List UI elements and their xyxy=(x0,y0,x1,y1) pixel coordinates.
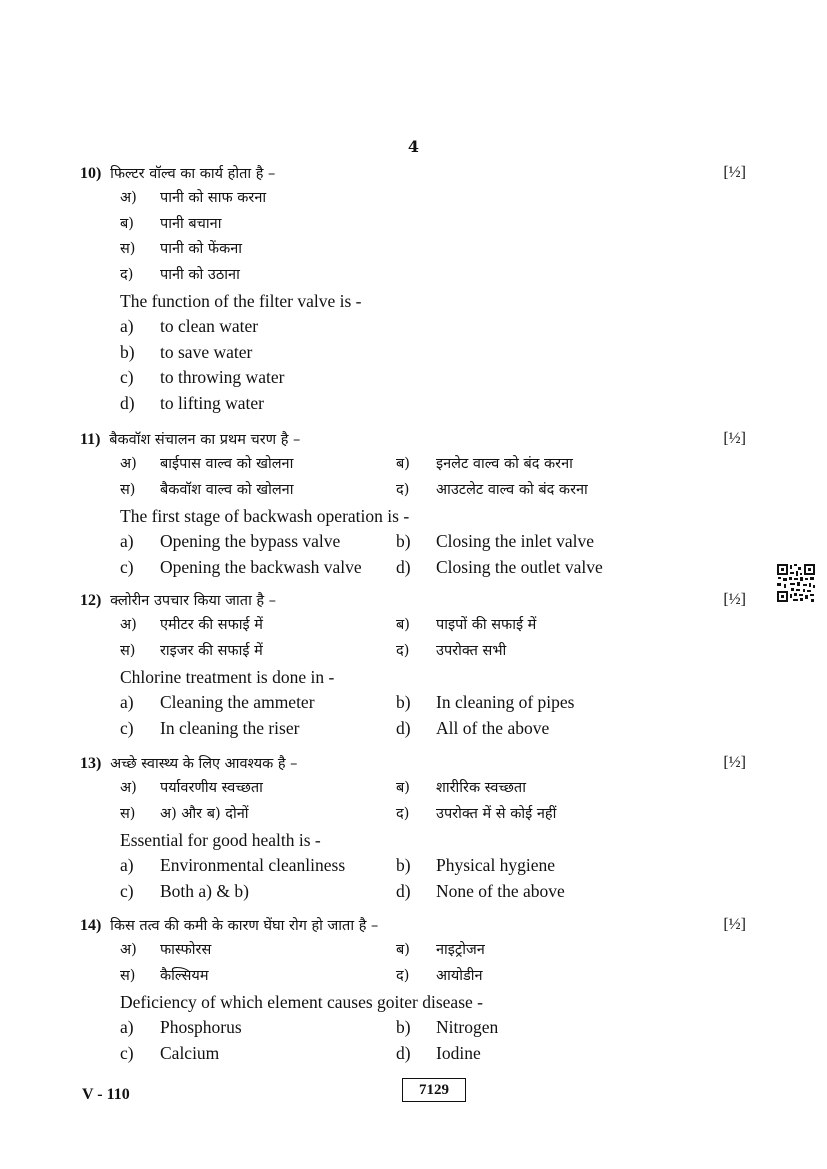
option-hindi-d: द) आयोडीन xyxy=(396,967,483,984)
question-stem-hindi: फिल्टर वॉल्व का कार्य होता है – xyxy=(110,166,276,182)
option-english-d: d) All of the above xyxy=(396,717,550,738)
option-hindi-c: स) बैकवॉश वाल्व को खोलना xyxy=(120,481,294,498)
question-number: 13) xyxy=(80,755,102,772)
question-stem-english: The function of the filter valve is - xyxy=(120,291,362,311)
question-number: 12) xyxy=(80,592,102,609)
question-stem-english: Deficiency of which element causes goiter disease - xyxy=(120,992,483,1012)
option-english-d: d) None of the above xyxy=(396,880,565,901)
question-stem-english: The first stage of backwash operation is - xyxy=(120,506,410,526)
option-english-b: b) Physical hygiene xyxy=(396,855,556,875)
option-hindi-b: ब) इनलेट वाल्व को बंद करना xyxy=(396,456,573,472)
question-number: 10) xyxy=(80,165,102,182)
question-12 xyxy=(80,587,760,741)
option-hindi-a: अ) एमीटर की सफाई में xyxy=(120,617,263,633)
question-stem-english: Essential for good health is - xyxy=(120,830,321,850)
question-stem-english: Chlorine treatment is done in - xyxy=(120,667,335,687)
option-english-d: d) to lifting water xyxy=(120,392,265,413)
paper-code: V - 110 xyxy=(82,1086,130,1103)
page-number: 4 xyxy=(407,137,420,156)
option-english-b: b) Nitrogen xyxy=(396,1017,499,1037)
option-hindi-b: ब) नाइट्रोजन xyxy=(396,942,485,958)
question-10 xyxy=(80,160,760,416)
option-hindi-c: स) पानी को फेंकना xyxy=(120,241,243,257)
question-stem-hindi: अच्छे स्वास्थ्य के लिए आवश्यक है – xyxy=(110,756,298,772)
marks-label: [½] xyxy=(723,164,746,181)
question-14 xyxy=(80,912,760,1066)
option-english-c: c) Calcium xyxy=(120,1042,220,1063)
option-english-c: c) to throwing water xyxy=(120,367,285,387)
question-stem-hindi: बैकवॉश संचालन का प्रथम चरण है – xyxy=(109,432,301,448)
option-english-b: b) to save water xyxy=(120,341,253,362)
option-hindi-d: द) आउटलेट वाल्व को बंद करना xyxy=(396,481,588,498)
qr-code-icon xyxy=(776,563,816,603)
marks-label: [½] xyxy=(723,430,746,447)
option-english-a: a) Phosphorus xyxy=(120,1017,242,1037)
question-number: 11) xyxy=(80,431,101,448)
option-hindi-a: अ) फास्फोरस xyxy=(120,942,212,958)
option-hindi-a: अ) बाईपास वाल्व को खोलना xyxy=(120,456,294,472)
option-english-c: c) In cleaning the riser xyxy=(120,717,300,738)
option-hindi-b: ब) शारीरिक स्वच्छता xyxy=(396,780,526,796)
question-stem-hindi: किस तत्व की कमी के कारण घेंघा रोग हो जाता है – xyxy=(110,918,379,934)
option-english-a: a) Opening the bypass valve xyxy=(120,531,341,551)
option-english-c: c) Opening the backwash valve xyxy=(120,556,362,577)
option-english-d: d) Iodine xyxy=(396,1042,481,1063)
marks-label: [½] xyxy=(723,916,746,933)
option-hindi-b: ब) पाइपों की सफाई में xyxy=(396,617,537,633)
question-stem-hindi: क्लोरीन उपचार किया जाता है – xyxy=(110,593,276,609)
question-13 xyxy=(80,750,760,904)
marks-label: [½] xyxy=(723,591,746,608)
option-english-b: b) Closing the inlet valve xyxy=(396,531,594,551)
option-english-c: c) Both a) & b) xyxy=(120,880,249,901)
option-hindi-d: द) उपरोक्त सभी xyxy=(396,642,507,659)
question-11 xyxy=(80,426,760,580)
option-english-a: a) Cleaning the ammeter xyxy=(120,692,315,712)
option-english-b: b) In cleaning of pipes xyxy=(396,692,575,712)
question-number: 14) xyxy=(80,917,102,934)
option-hindi-c: स) कैल्सियम xyxy=(120,967,209,984)
option-hindi-c: स) राइजर की सफाई में xyxy=(120,642,263,659)
option-hindi-d: द) उपरोक्त में से कोई नहीं xyxy=(396,805,557,822)
option-english-d: d) Closing the outlet valve xyxy=(396,556,603,577)
option-hindi-b: ब) पानी बचाना xyxy=(120,215,222,232)
option-english-a: a) Environmental cleanliness xyxy=(120,855,346,875)
paper-number-box: 7129 xyxy=(402,1078,466,1102)
option-hindi-a: अ) पर्यावरणीय स्वच्छता xyxy=(120,780,263,796)
marks-label: [½] xyxy=(723,754,746,771)
option-hindi-a: अ) पानी को साफ करना xyxy=(120,190,267,206)
option-hindi-c: स) अ) और ब) दोनों xyxy=(120,805,249,822)
option-hindi-d: द) पानी को उठाना xyxy=(120,266,240,283)
option-english-a: a) to clean water xyxy=(120,316,259,336)
